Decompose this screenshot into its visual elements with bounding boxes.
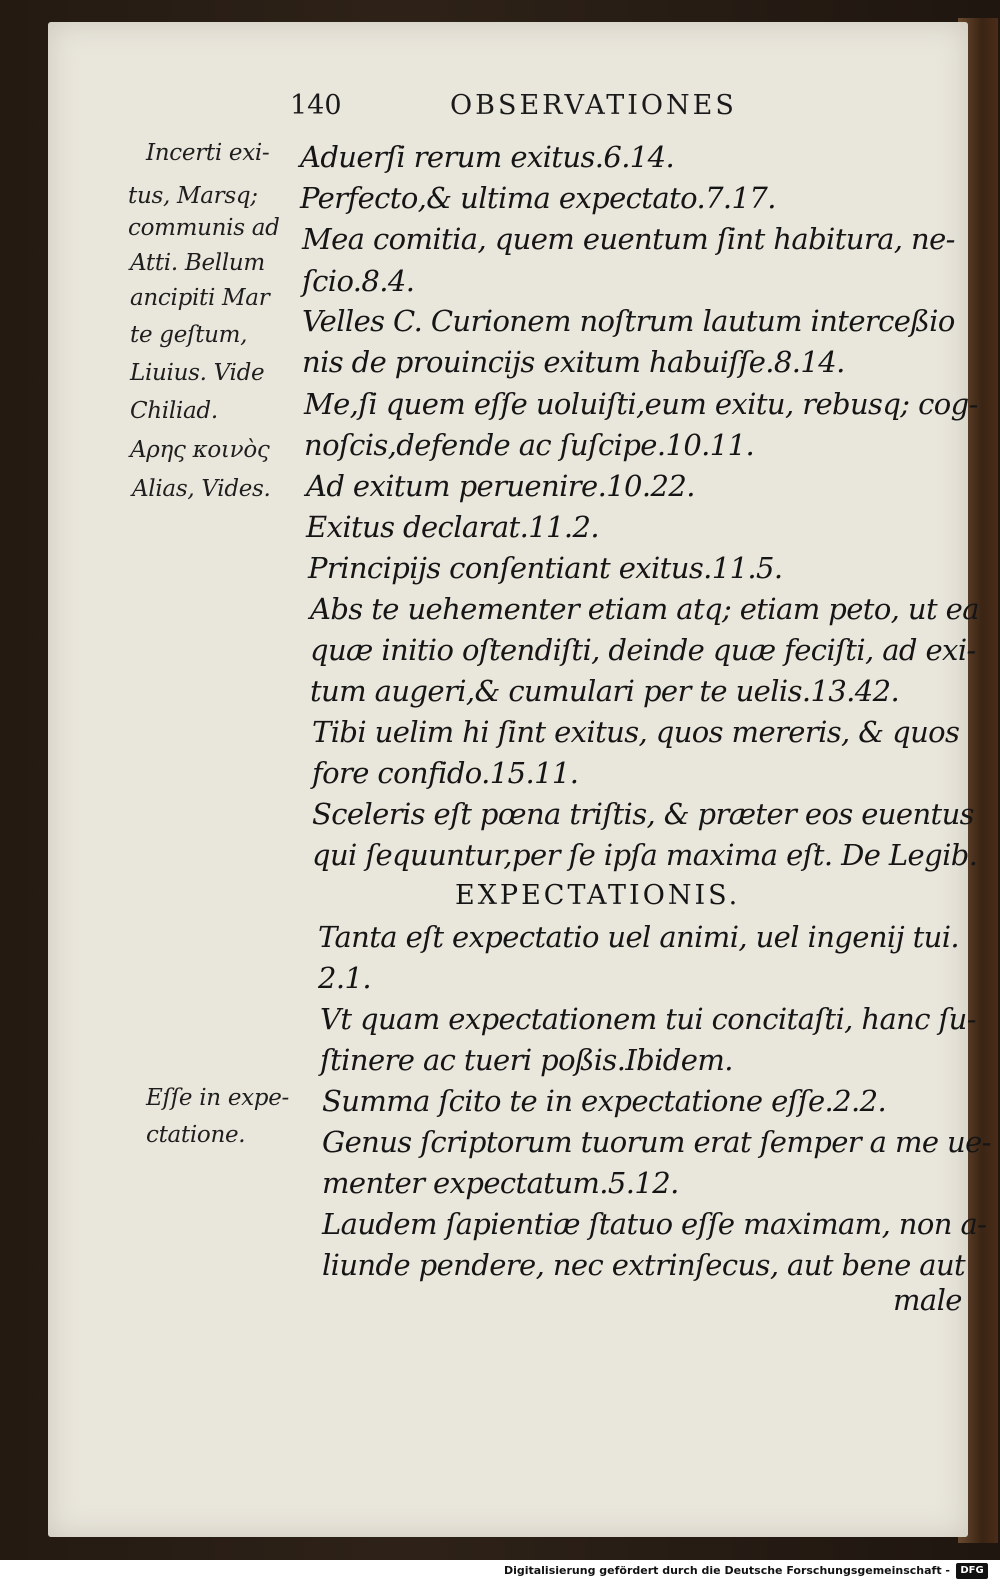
- text-line: Summa ſcito te in expectatione eſſe.2.2.: [322, 1084, 887, 1118]
- text-line: ſcio.8.4.: [302, 264, 415, 298]
- page-number: 140: [290, 90, 342, 121]
- margin-note-line: Incerti exi-: [146, 140, 270, 166]
- text-line: noſcis,defende ac ſuſcipe.10.11.: [304, 428, 755, 462]
- text-line: Tanta eſt expectatio uel animi, uel ingenij tui.: [318, 920, 960, 954]
- text-line: Velles C. Curionem noſtrum lautum interceßio: [302, 304, 955, 338]
- text-line: Vt quam expectationem tui concitaſti, hanc ſu-: [320, 1002, 976, 1036]
- margin-note-line: Chiliad.: [130, 398, 218, 424]
- margin-note-line: te geſtum,: [130, 322, 248, 348]
- text-line: Sceleris eſt pœna triſtis, & præter eos euentus: [312, 797, 974, 831]
- text-line: Mea comitia, quem euentum ſint habitura, ne-: [302, 222, 955, 256]
- text-line: nis de prouincijs exitum habuiſſe.8.14.: [302, 345, 845, 379]
- text-line: Laudem ſapientiæ ſtatuo eſſe maximam, non a-: [322, 1207, 987, 1241]
- margin-note-line: tus, Marsq;: [128, 183, 258, 209]
- dfg-logo: DFG: [956, 1563, 988, 1579]
- text-line: 2.1.: [318, 961, 371, 995]
- text-line: Principijs conſentiant exitus.11.5.: [308, 551, 783, 585]
- text-line: Me,ſi quem eſſe uoluiſti,eum exitu, rebusq; cog-: [304, 387, 978, 421]
- text-line: quæ initio oſtendiſti, deinde quæ feciſti, ad exi-: [310, 633, 976, 667]
- text-line: Ad exitum peruenire.10.22.: [306, 469, 695, 503]
- text-line: fore confido.15.11.: [312, 756, 579, 790]
- running-head: OBSERVATIONES: [450, 90, 737, 121]
- text-line: Perfecto,& ultima expectato.7.17.: [300, 181, 776, 215]
- text-line: liunde pendere, nec extrinſecus, aut bene aut: [322, 1248, 966, 1282]
- catchword: male: [893, 1283, 962, 1317]
- text-line: menter expectatum.5.12.: [322, 1166, 679, 1200]
- margin-note-line: Alias, Vides.: [132, 476, 271, 502]
- digitization-footer: [0, 1560, 1000, 1585]
- margin-note-line: Atti. Bellum: [130, 250, 265, 276]
- margin-note-line: ctatione.: [146, 1122, 246, 1148]
- text-line: Genus ſcriptorum tuorum erat ſemper a me ue-: [322, 1125, 991, 1159]
- text-line: Exitus declarat.11.2.: [306, 510, 599, 544]
- text-line: Abs te uehementer etiam atq; etiam peto, ut ea: [310, 592, 979, 626]
- section-heading: EXPECTATIONIS.: [455, 880, 741, 911]
- margin-note-line: Αρης κοινὸς: [130, 437, 270, 463]
- margin-note-line: communis ad: [128, 215, 280, 241]
- margin-note-line: Eſſe in expe-: [146, 1085, 290, 1111]
- text-line: Aduerſi rerum exitus.6.14.: [300, 140, 675, 174]
- text-line: qui ſequuntur,per ſe ipſa maxima eſt. De Legib.: [312, 838, 978, 872]
- margin-note-line: ancipiti Mar: [130, 285, 270, 311]
- text-line: Tibi uelim hi ſint exitus, quos mereris, & quos: [312, 715, 960, 749]
- funding-credit: Digitalisierung gefördert durch die Deutsche Forschungsgemeinschaft -: [503, 1564, 950, 1577]
- text-line: tum augeri,& cumulari per te uelis.13.42.: [310, 674, 900, 708]
- text-line: ſtinere ac tueri poßis.Ibidem.: [320, 1043, 733, 1077]
- margin-note-line: Liuius. Vide: [130, 360, 265, 386]
